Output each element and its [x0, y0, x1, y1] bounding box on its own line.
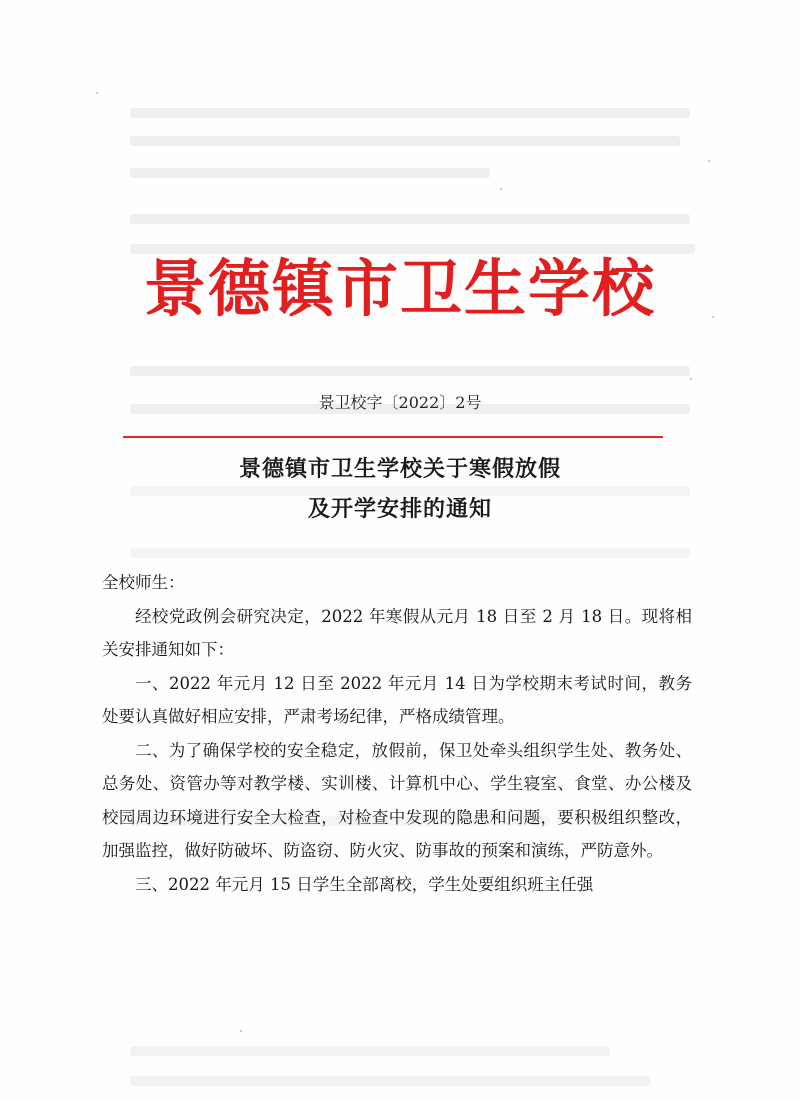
- letterhead-school-name: 景德镇市卫生学校: [143, 252, 656, 325]
- paragraph-intro: 经校党政例会研究决定，2022 年寒假从元月 18 日至 2 月 18 日。现将相关安排通知如下：: [102, 606, 692, 659]
- salutation: 全校师生：: [102, 573, 185, 592]
- notice-title-line-1: 景德镇市卫生学校关于寒假放假: [238, 457, 561, 482]
- notice-body: [102, 566, 692, 902]
- notice-title: [0, 450, 800, 530]
- notice-title-line-2: 及开学安排的通知: [307, 497, 492, 522]
- paragraph-safety: 二、为了确保学校的安全稳定，放假前，保卫处牵头组织学生处、教务处、总务处、资管办等对教学楼、实训楼、计算机中心、学生寝室、食堂、办公楼及校园周边环境进行安全大检查，对检查中发现的隐患和问题，要积极组织整改，加强监控，做好防破坏、防盗窃、防火灾、防事故的预案和演练，严防意外。: [102, 740, 692, 860]
- document-number: 景卫校字〔2022〕2号: [318, 393, 482, 412]
- paragraph-exams: 一、2022 年元月 12 日至 2022 年元月 14 日为学校期末考试时间，教务处要认真做好相应安排，严肃考场纪律，严格成绩管理。: [102, 673, 692, 726]
- letterhead-divider: [123, 436, 663, 438]
- paragraph-departure: 三、2022 年元月 15 日学生全部离校，学生处要组织班主任强: [135, 874, 594, 894]
